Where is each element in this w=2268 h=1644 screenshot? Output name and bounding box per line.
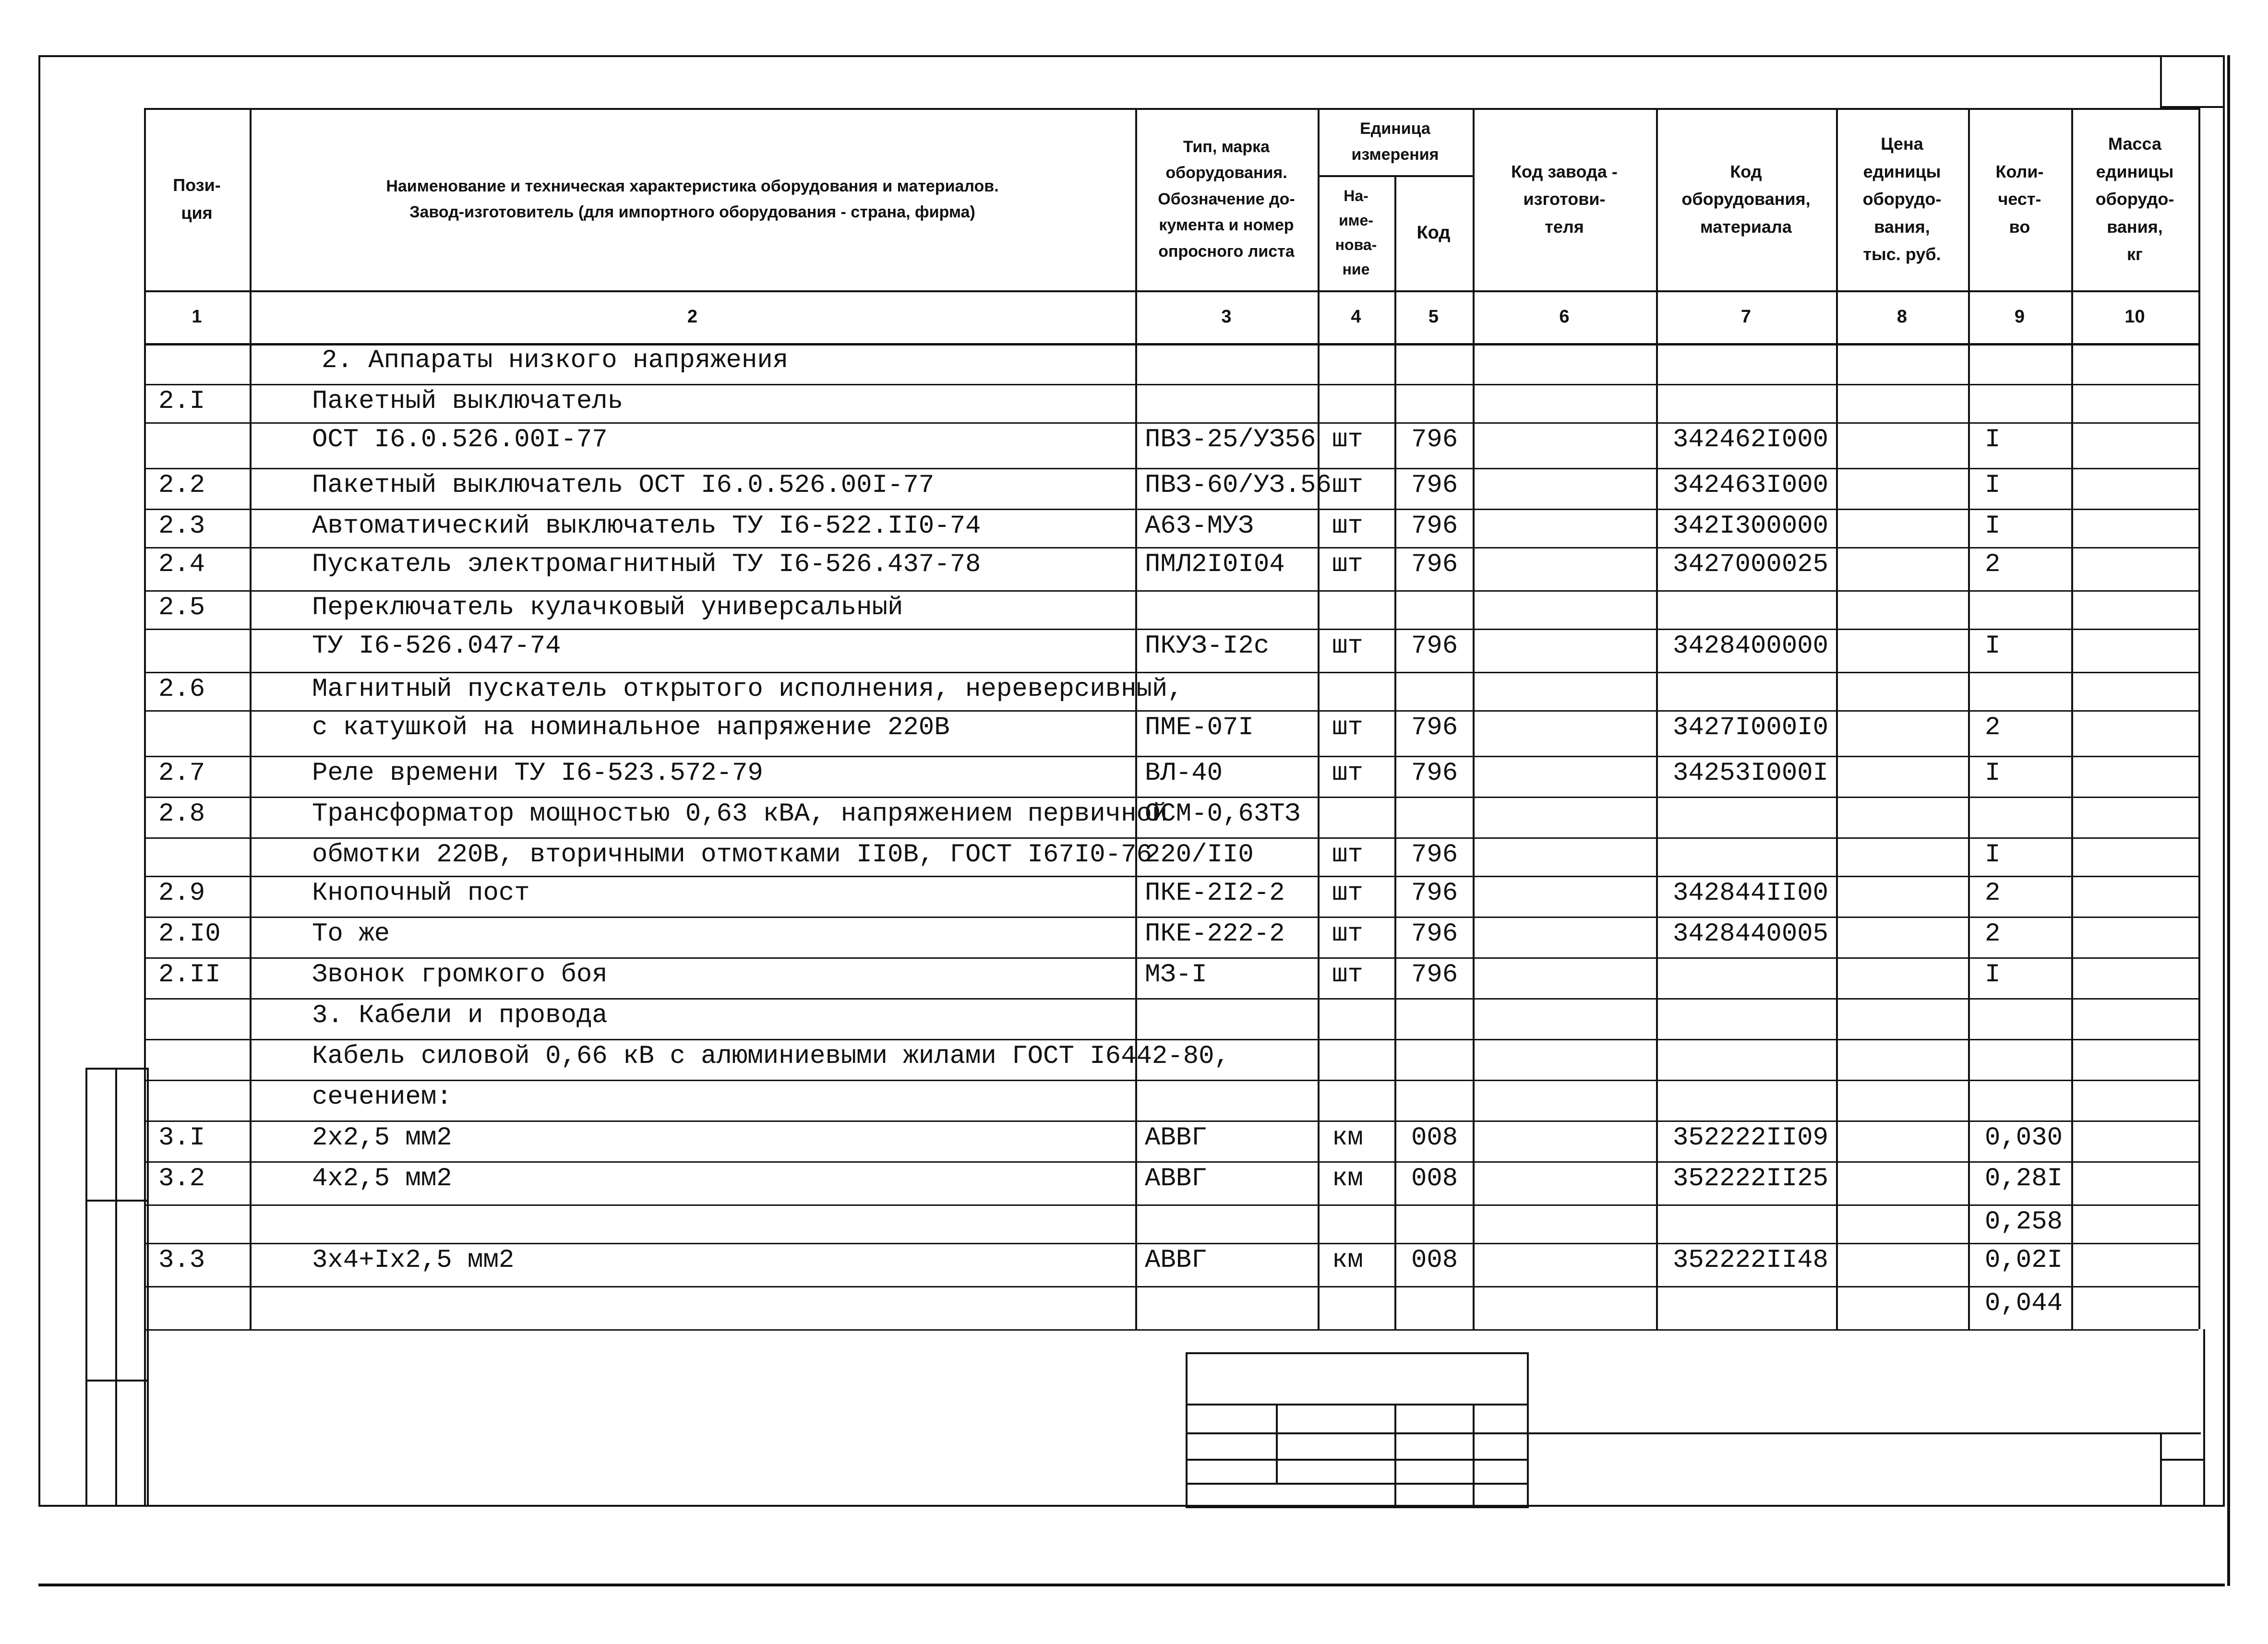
cell-type: ПВЗ-25/УЗ56 (1145, 425, 1316, 454)
table-line (144, 1243, 2198, 1244)
cell-unit-code: 796 (1411, 960, 1458, 989)
cell-name: То же (312, 919, 390, 949)
cell-name: ТУ I6-526.047-74 (312, 631, 561, 661)
cell-equipment-code: 342I300000 (1673, 512, 1829, 541)
cell-name: 2. Аппараты низкого напряжения (322, 346, 789, 375)
side-label-podpis (89, 1207, 113, 1375)
cell-quantity: 0,030 (1985, 1123, 2063, 1153)
cell-name: Кабель силовой 0,66 кВ с алюминиевыми жилами ГОСТ I6442-80, (312, 1042, 1230, 1071)
page-number-box (2160, 55, 2225, 108)
cell-equipment-code: 352222II09 (1673, 1123, 1829, 1153)
column-number: 2 (687, 306, 698, 327)
cell-quantity: 0,044 (1985, 1289, 2063, 1318)
cell-equipment-code: 352222II48 (1673, 1246, 1829, 1275)
cell-name: 4х2,5 мм2 (312, 1164, 452, 1193)
cell-type: ПКЕ-222-2 (1145, 919, 1285, 949)
table-line (144, 422, 2198, 424)
stamp-line (1186, 1432, 1529, 1434)
cell-name: 3х4+Iх2,5 мм2 (312, 1246, 515, 1275)
cell-position: 3.I (158, 1123, 205, 1153)
cell-unit-code: 796 (1411, 840, 1458, 870)
stamp-line (1186, 1459, 1529, 1461)
table-line (144, 1286, 2198, 1287)
stamp-line (1186, 1483, 1529, 1485)
cell-unit: шт (1332, 550, 1363, 579)
cell-unit: шт (1332, 879, 1363, 908)
cell-position: 2.8 (158, 799, 205, 829)
title-block-line (1529, 1432, 2201, 1434)
cell-type: ОСМ-0,63ТЗ (1145, 799, 1301, 829)
table-line (144, 876, 2198, 877)
cell-quantity: 2 (1985, 919, 2001, 949)
table-line (144, 917, 2198, 918)
cell-equipment-code: 3427000025 (1673, 550, 1829, 579)
cell-unit-code: 008 (1411, 1123, 1458, 1153)
column-number: 7 (1740, 306, 1752, 327)
cell-position: 2.I0 (158, 919, 221, 949)
cell-unit: шт (1332, 471, 1363, 500)
cell-position: 2.9 (158, 879, 205, 908)
cell-quantity: 2 (1985, 713, 2001, 742)
cell-name: Реле времени ТУ I6-523.572-79 (312, 759, 763, 788)
cell-unit-code: 796 (1411, 919, 1458, 949)
cell-position: 2.3 (158, 512, 205, 541)
cell-unit: шт (1332, 631, 1363, 661)
cell-equipment-code: 3428440005 (1673, 919, 1829, 949)
frame-bottom-shadow (38, 1584, 2225, 1586)
title-block-line (2160, 1432, 2162, 1507)
cell-type: ПМЕ-07I (1145, 713, 1254, 742)
cell-name: сечением: (312, 1083, 452, 1112)
cell-unit-code: 796 (1411, 879, 1458, 908)
cell-position: 2.4 (158, 550, 205, 579)
cell-unit: шт (1332, 840, 1363, 870)
cell-name: с катушкой на номинальное напряжение 220В (312, 713, 950, 742)
cell-unit-code: 796 (1411, 425, 1458, 454)
cell-unit: км (1332, 1123, 1363, 1153)
title-block-line (2160, 1459, 2203, 1461)
column-number: 3 (1221, 306, 1232, 327)
side-label-vzam (89, 1065, 113, 1209)
cell-position: 2.I (158, 387, 205, 416)
side-stamp-line (115, 1068, 117, 1507)
cell-name: Магнитный пускатель открытого исполнения, нереверсивный, (312, 675, 1183, 704)
cell-equipment-code: 3428400000 (1673, 631, 1829, 661)
cell-name: Пускатель электромагнитный ТУ I6-526.437-78 (312, 550, 981, 579)
cell-position: 2.2 (158, 471, 205, 500)
cell-unit-code: 796 (1411, 759, 1458, 788)
cell-type: ПКЕ-2I2-2 (1145, 879, 1285, 908)
column-number: 10 (2124, 306, 2145, 327)
cell-quantity: 2 (1985, 879, 2001, 908)
cell-unit-code: 008 (1411, 1164, 1458, 1193)
cell-type: МЗ-I (1145, 960, 1207, 989)
column-number: 8 (1896, 306, 1908, 327)
cell-position: 3.2 (158, 1164, 205, 1193)
table-line (1394, 175, 1396, 1329)
table-line (144, 629, 2198, 630)
cell-unit: шт (1332, 713, 1363, 742)
header-factory-code: Код завода - изготови- теля (1511, 161, 1618, 237)
cell-quantity: I (1985, 631, 2001, 661)
cell-quantity: I (1985, 759, 2001, 788)
header-unit-price: Цена единицы оборудо- вания, тыс. руб. (1862, 134, 1942, 264)
cell-quantity: I (1985, 512, 2001, 541)
table-line (144, 797, 2198, 798)
header-unit-code: Код (1416, 222, 1451, 243)
cell-quantity: I (1985, 425, 2001, 454)
cell-name: Пакетный выключатель (312, 387, 624, 416)
cell-unit: шт (1332, 425, 1363, 454)
cell-unit: км (1332, 1164, 1363, 1193)
table-line (144, 672, 2198, 673)
cell-quantity: 0,258 (1985, 1207, 2063, 1237)
cell-equipment-code: 342463I000 (1673, 471, 1829, 500)
column-number: 5 (1428, 306, 1439, 327)
table-line (144, 1080, 2198, 1081)
table-line (144, 468, 2198, 469)
side-label-inv-podl (89, 1372, 113, 1516)
header-unit-group: Единица измерения (1351, 119, 1439, 164)
column-number: 1 (192, 306, 202, 327)
cell-unit: км (1332, 1246, 1363, 1275)
cell-equipment-code: 342462I000 (1673, 425, 1829, 454)
table-line (144, 998, 2198, 1000)
cell-quantity: I (1985, 960, 2001, 989)
cell-type: ПКУЗ-I2с (1145, 631, 1270, 661)
cell-equipment-code: 34253I000I (1673, 759, 1829, 788)
table-line (144, 590, 2198, 592)
cell-type: 220/II0 (1145, 840, 1254, 870)
cell-quantity: 2 (1985, 550, 2001, 579)
cell-quantity: I (1985, 471, 2001, 500)
header-unit-name: На- име- нова- ние (1335, 187, 1377, 278)
cell-name: Автоматический выключатель ТУ I6-522.II0-74 (312, 512, 981, 541)
cell-unit-code: 796 (1411, 631, 1458, 661)
cell-position: 3.3 (158, 1246, 205, 1275)
cell-unit-code: 796 (1411, 550, 1458, 579)
cell-unit-code: 008 (1411, 1246, 1458, 1275)
cell-name: Пакетный выключатель ОСТ I6.0.526.00I-77 (312, 471, 935, 500)
table-line (144, 1329, 2198, 1331)
cell-name: ОСТ I6.0.526.00I-77 (312, 425, 608, 454)
table-line (2203, 1329, 2205, 1507)
cell-equipment-code: 3427I000I0 (1673, 713, 1829, 742)
cell-quantity: 0,28I (1985, 1164, 2063, 1193)
cell-unit-code: 796 (1411, 512, 1458, 541)
header-position: Пози- ция (173, 175, 221, 223)
header-type: Тип, марка оборудования. Обозначение до- кумента и номер опросного листа (1158, 138, 1295, 261)
header-name: Наименование и техническая характеристика оборудования и материалов. Завод-изготовитель (для импортного оборудования - страна, фирма) (386, 177, 999, 221)
cell-position: 2.6 (158, 675, 205, 704)
column-number: 9 (2014, 306, 2025, 327)
column-number: 4 (1351, 306, 1361, 327)
cell-name: 3. Кабели и провода (312, 1001, 608, 1030)
cell-type: АВВГ (1145, 1164, 1207, 1193)
header-quantity: Коли- чест- во (1995, 161, 2044, 237)
table-line (144, 756, 2198, 757)
cell-type: ПМЛ2I0I04 (1145, 550, 1285, 579)
table-line (144, 343, 2198, 345)
table-line (144, 1039, 2198, 1040)
cell-type: А63-МУЗ (1145, 512, 1254, 541)
cell-unit-code: 796 (1411, 713, 1458, 742)
cell-unit: шт (1332, 919, 1363, 949)
table-line (144, 710, 2198, 712)
cell-name: Переключатель кулачковый универсальный (312, 593, 903, 622)
cell-name: Кнопочный пост (312, 879, 530, 908)
header-unit-mass: Масса единицы оборудо- вания, кг (2095, 134, 2174, 264)
cell-name: Трансформатор мощностью 0,63 кВА, напряжением первичной (312, 799, 1168, 829)
table-line (2198, 108, 2200, 1329)
stamp-privyazan-box (1186, 1352, 1529, 1508)
stamp-line (1186, 1404, 1529, 1406)
table-line (144, 957, 2198, 959)
table-line (144, 1204, 2198, 1206)
table-line (144, 1161, 2198, 1163)
stamp-line (1276, 1404, 1278, 1483)
cell-position: 2.5 (158, 593, 205, 622)
table-line (144, 509, 2198, 510)
cell-equipment-code: 352222II25 (1673, 1164, 1829, 1193)
cell-equipment-code: 342844II00 (1673, 879, 1829, 908)
table-line (144, 384, 2198, 385)
table-line (144, 1120, 2198, 1122)
cell-unit: шт (1332, 512, 1363, 541)
cell-unit: шт (1332, 960, 1363, 989)
cell-position: 2.7 (158, 759, 205, 788)
table-line (144, 837, 2198, 839)
cell-type: ВЛ-40 (1145, 759, 1223, 788)
cell-name: обмотки 220В, вторичными отмотками II0В, ГОСТ I67I0-76 (312, 840, 1152, 870)
header-equipment-code: Код оборудования, материала (1681, 161, 1811, 237)
cell-name: Звонок громкого боя (312, 960, 608, 989)
cell-quantity: I (1985, 840, 2001, 870)
cell-type: ПВЗ-60/УЗ.56 (1145, 471, 1332, 500)
cell-type: АВВГ (1145, 1246, 1207, 1275)
column-number: 6 (1559, 306, 1570, 327)
stamp-line (1394, 1404, 1396, 1507)
stamp-line (1473, 1404, 1475, 1507)
cell-position: 2.II (158, 960, 221, 989)
frame-right-shadow (2227, 55, 2230, 1586)
cell-type: АВВГ (1145, 1123, 1207, 1153)
table-line (144, 547, 2198, 548)
cell-name: 2х2,5 мм2 (312, 1123, 452, 1153)
cell-quantity: 0,02I (1985, 1246, 2063, 1275)
cell-unit: шт (1332, 759, 1363, 788)
cell-unit-code: 796 (1411, 471, 1458, 500)
